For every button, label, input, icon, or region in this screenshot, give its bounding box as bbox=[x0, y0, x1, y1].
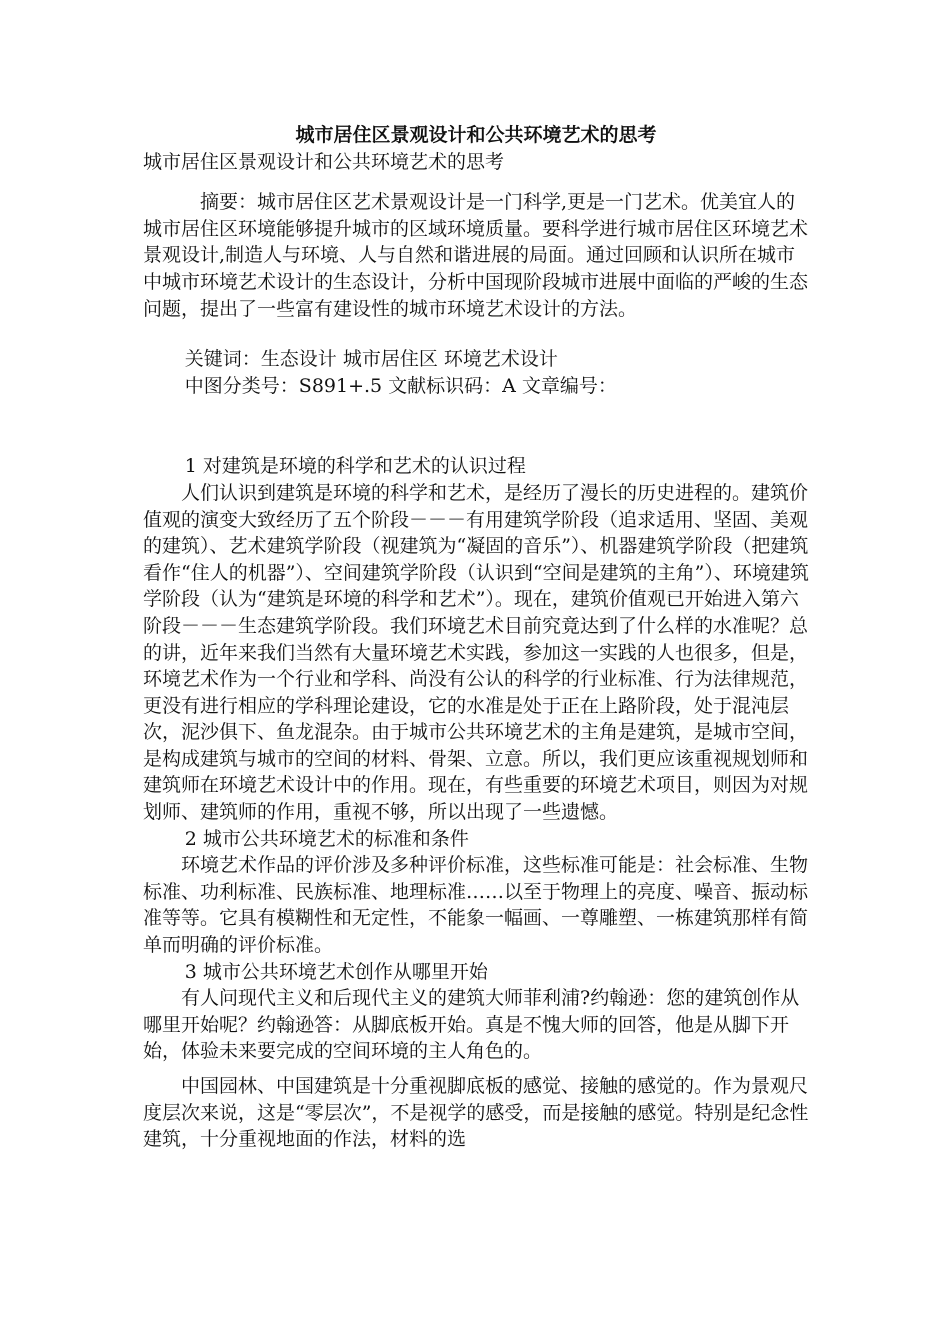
section-3-paragraph-2: 中国园林、中国建筑是十分重视脚底板的感觉、接触的感觉的。作为景观尺度层次来说，这是“零层次”，不是视学的感受，而是接触的感觉。特别是纪念性建筑，十分重视地面的作法，材料的选 bbox=[143, 1075, 809, 1151]
document-body bbox=[143, 122, 809, 1153]
keywords-line: 关键词：生态设计 城市居住区 环境艺术设计 bbox=[184, 348, 558, 371]
section-heading-3: 3 城市公共环境艺术创作从哪里开始 bbox=[184, 960, 488, 983]
section-2-paragraph-1: 环境艺术作品的评价涉及多种评价标准，这些标准可能是：社会标准、生物标准、功利标准、民族标准、地理标准……以至于物理上的亮度、噪音、振动标准等等。它具有模糊性和无定性，不能象一幅画、一尊雕塑、一栋建筑那样有简单而明确的评价标准。 bbox=[143, 854, 809, 957]
section-heading-2: 2 城市公共环境艺术的标准和条件 bbox=[184, 827, 469, 850]
classification-line: 中图分类号：S891+.5 文献标识码：A 文章编号： bbox=[184, 374, 617, 397]
document-subtitle: 城市居住区景观设计和公共环境艺术的思考 bbox=[143, 150, 505, 173]
section-heading-1: 1 对建筑是环境的科学和艺术的认识过程 bbox=[184, 455, 526, 478]
section-1-paragraph-1: 人们认识到建筑是环境的科学和艺术，是经历了漫长的历史进程的。建筑价值观的演变大致经历了五个阶段－－－有用建筑学阶段（追求适用、坚固、美观的建筑）、艺术建筑学阶段（视建筑为“凝固的音乐”）、机器建筑学阶段（把建筑看作“住人的机器”）、空间建筑学阶段（认识到“空间是建筑的主角”）、环境建筑学阶段（认为“建筑是环境的科学和艺术”）。现在，建筑价值观已开始进入第六阶段－－－生态建筑学阶段。我们环境艺术目前究竟达到了什么样的水准呢？总的讲，近年来我们当然有大量环境艺术实践，参加这一实践的人也很多，但是，环境艺术作为一个行业和学科、尚没有公认的科学的行业标准、行为法律规范，更没有进行相应的学科理论建设，它的水准是处于正在上路阶段，处于混沌层次，泥沙俱下、鱼龙混杂。由于城市公共环境艺术的主角是建筑，是城市空间，是构成建筑与城市的空间的材料、骨架、立意。所以，我们更应该重视规划师和建筑师在环境艺术设计中的作用。现在，有些重要的环境艺术项目，则因为对规划师、建筑师的作用，重视不够，所以出现了一些遗憾。 bbox=[143, 481, 809, 824]
document-title: 城市居住区景观设计和公共环境艺术的思考 bbox=[295, 124, 657, 146]
section-3-paragraph-1: 有人问现代主义和后现代主义的建筑大师菲利浦?约翰逊：您的建筑创作从哪里开始呢？约翰逊答：从脚底板开始。真是不愧大师的回答，他是从脚下开始，体验未来要完成的空间环境的主人角色的。 bbox=[143, 987, 800, 1063]
abstract-paragraph: 摘要：城市居住区艺术景观设计是一门科学,更是一门艺术。优美宜人的城市居住区环境能够提升城市的区域环境质量。要科学进行城市居住区环境艺术景观设计,制造人与环境、人与自然和谐进展的局面。通过回顾和认识所在城市中城市环境艺术设计的生态设计，分析中国现阶段城市进展中面临的严峻的生态问题，提出了一些富有建设性的城市环境艺术设计的方法。 bbox=[143, 191, 809, 320]
